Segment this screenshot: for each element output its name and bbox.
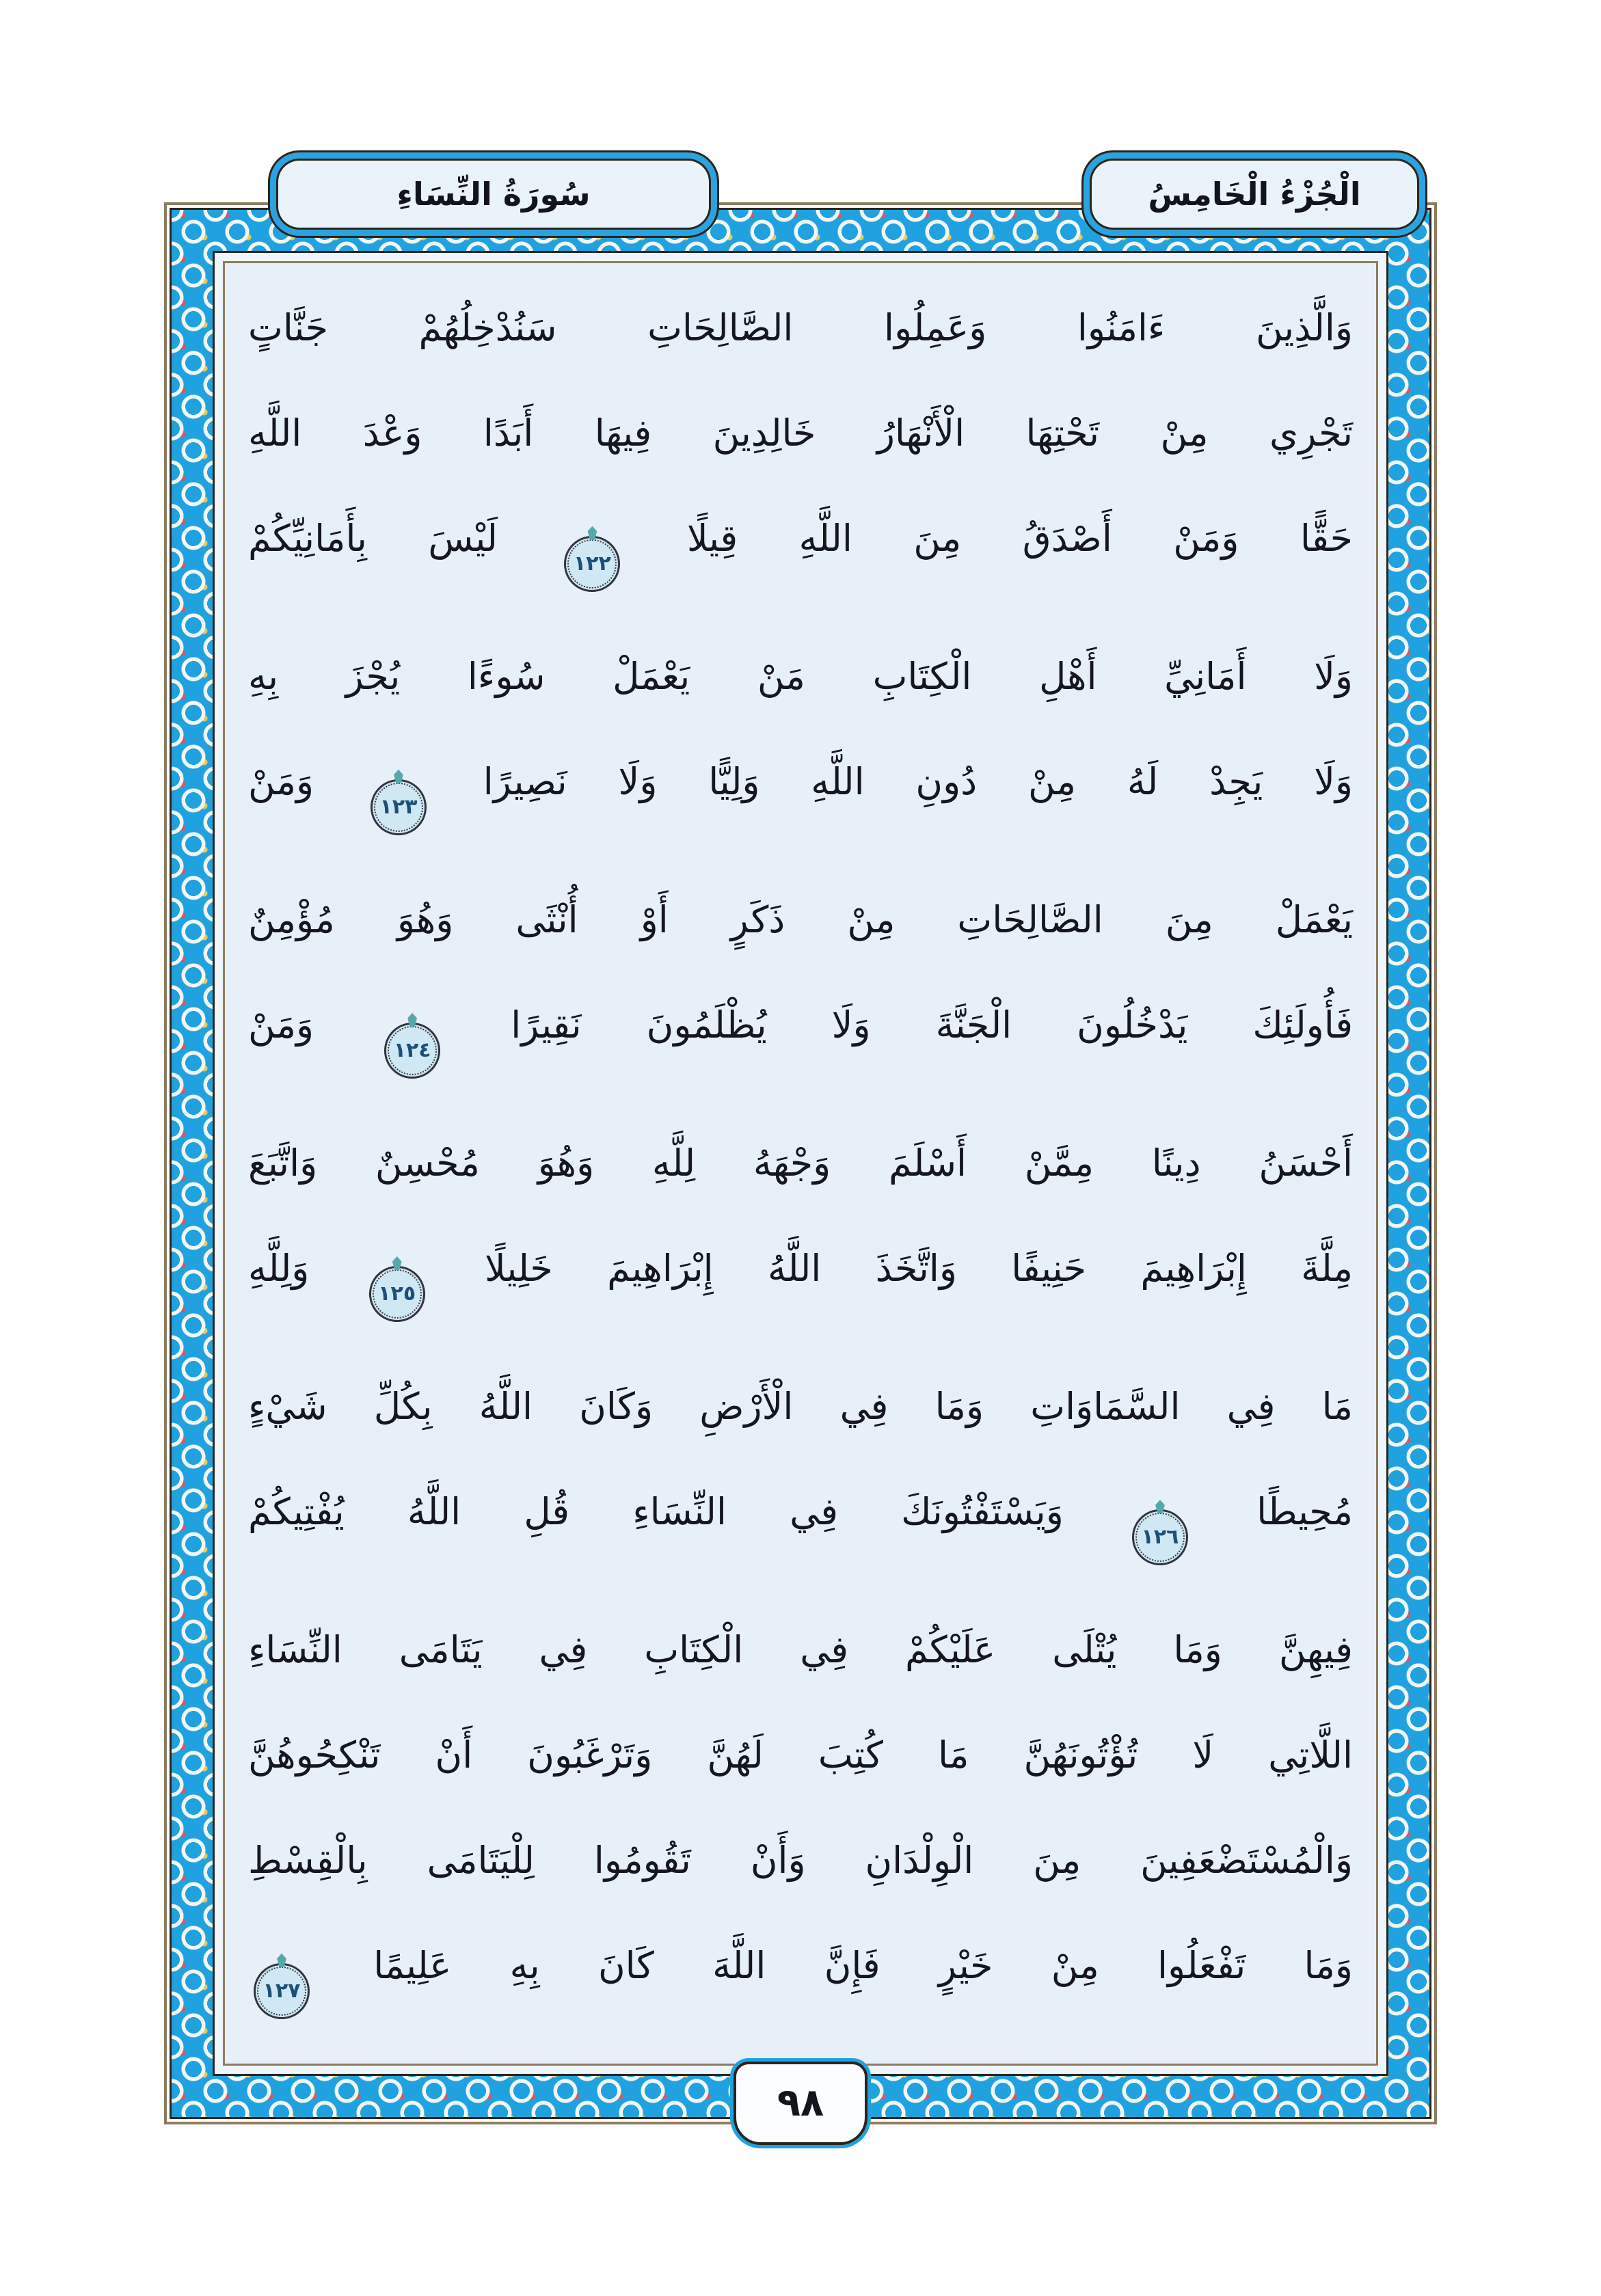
medallion-finial-icon — [392, 770, 405, 783]
medallion-finial-icon — [1154, 1500, 1166, 1513]
medallion-finial-icon — [391, 1256, 403, 1270]
quran-line: وَلَا أَمَانِيِّ أَهْلِ الْكِتَابِ مَنْ يَعْمَلْ سُوءًا يُجْزَ بِهِ — [248, 655, 1353, 699]
medallion-finial-icon — [275, 1954, 288, 1967]
ayah-end-medallion — [371, 779, 427, 835]
quran-line: وَالَّذِينَ ءَامَنُوا وَعَمِلُوا الصَّالِحَاتِ سَنُدْخِلُهُمْ جَنَّاتٍ — [248, 306, 1353, 350]
quran-line: مَا فِي السَّمَاوَاتِ وَمَا فِي الْأَرْضِ وَكَانَ اللَّهُ بِكُلِّ شَيْءٍ — [248, 1385, 1353, 1429]
medallion-finial-icon — [406, 1013, 418, 1027]
text-panel — [223, 261, 1378, 2066]
quran-line: اللَّاتِي لَا تُؤْتُونَهُنَّ مَا كُتِبَ لَهُنَّ وَتَرْغَبُونَ أَنْ تَنْكِحُوهُنَّ — [248, 1733, 1353, 1777]
quran-line: تَجْرِي مِنْ تَحْتِهَا الْأَنْهَارُ خَالِدِينَ فِيهَا أَبَدًا وَعْدَ اللَّهِ — [248, 411, 1353, 455]
inner-panel — [213, 251, 1388, 2076]
quran-line: وَالْمُسْتَضْعَفِينَ مِنَ الْوِلْدَانِ وَأَنْ تَقُومُوا لِلْيَتَامَى بِالْقِسْطِ — [248, 1838, 1353, 1882]
ayah-end-medallion — [564, 536, 620, 592]
page-number: ٩٨ — [777, 2081, 824, 2125]
ayah-end-medallion — [1132, 1509, 1188, 1565]
ayah-number: ١٢٢ — [573, 551, 611, 576]
surah-title-label: سُورَةُ النِّسَاءِ — [396, 176, 591, 213]
surah-title-cartouche — [268, 150, 719, 238]
ayah-end-medallion — [384, 1023, 440, 1079]
juz-title-cartouche — [1081, 150, 1427, 238]
quran-line: حَقًّا وَمَنْ أَصْدَقُ مِنَ اللَّهِ قِيلًا ١٢٢ لَيْسَ بِأَمَانِيِّكُمْ — [248, 518, 1353, 592]
medallion-finial-icon — [586, 526, 598, 540]
quran-line: وَمَا تَفْعَلُوا مِنْ خَيْرٍ فَإِنَّ اللَّهَ كَانَ بِهِ عَلِيمًا ١٢٧ — [248, 1945, 1353, 2019]
page-number-tab — [734, 2062, 867, 2145]
quran-lines — [248, 275, 1353, 2051]
quran-line: مُحِيطًا ١٢٦ وَيَسْتَفْتُونَكَ فِي النِّسَاءِ قُلِ اللَّهُ يُفْتِيكُمْ — [248, 1491, 1353, 1565]
quran-line: وَلَا يَجِدْ لَهُ مِنْ دُونِ اللَّهِ وَلِيًّا وَلَا نَصِيرًا ١٢٣ وَمَنْ — [248, 761, 1353, 835]
ayah-number: ١٢٦ — [1141, 1525, 1179, 1550]
ayah-number: ١٢٧ — [263, 1978, 301, 2003]
quran-line: فَأُولَئِكَ يَدْخُلُونَ الْجَنَّةَ وَلَا يُظْلَمُونَ نَقِيرًا ١٢٤ وَمَنْ — [248, 1005, 1353, 1079]
juz-title-label: الْجُزْءُ الْخَامِسُ — [1148, 176, 1361, 213]
frame-ornament-band — [170, 208, 1431, 2119]
ayah-end-medallion — [369, 1266, 425, 1322]
quran-line: مِلَّةَ إِبْرَاهِيمَ حَنِيفًا وَاتَّخَذَ اللَّهُ إِبْرَاهِيمَ خَلِيلًا ١٢٥ وَلِلَّهِ — [248, 1248, 1353, 1322]
ayah-number: ١٢٣ — [379, 794, 418, 819]
quran-line: يَعْمَلْ مِنَ الصَّالِحَاتِ مِنْ ذَكَرٍ أَوْ أُنْثَى وَهُوَ مُؤْمِنٌ — [248, 898, 1353, 942]
ayah-number: ١٢٥ — [378, 1282, 416, 1306]
quran-line: أَحْسَنُ دِينًا مِمَّنْ أَسْلَمَ وَجْهَهُ لِلَّهِ وَهُوَ مُحْسِنٌ وَاتَّبَعَ — [248, 1142, 1353, 1185]
ornamental-frame — [164, 202, 1437, 2124]
quran-line: فِيهِنَّ وَمَا يُتْلَى عَلَيْكُمْ فِي الْكِتَابِ فِي يَتَامَى النِّسَاءِ — [248, 1628, 1353, 1672]
ayah-end-medallion — [254, 1963, 310, 2019]
ayah-number: ١٢٤ — [393, 1038, 431, 1062]
